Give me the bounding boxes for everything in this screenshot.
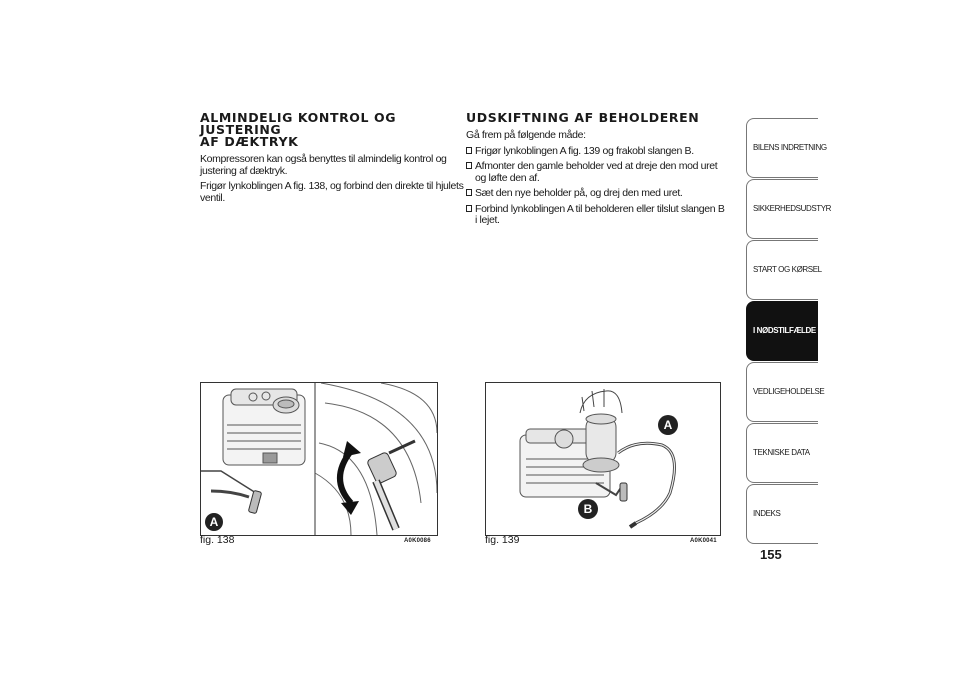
tab-tekniske-data[interactable]: TEKNISKE DATA [746, 423, 818, 483]
section-title-tire-pressure [200, 112, 482, 148]
title-line-1: ALMINDELIG KONTROL OG JUSTERING [200, 110, 397, 137]
label-b-icon: B [578, 499, 598, 519]
figure-138-caption: fig. 138 [200, 534, 235, 546]
checkbox-bullet-icon [466, 205, 472, 212]
compressor-valve-illustration [201, 383, 437, 535]
left-column [200, 112, 482, 208]
label-a-icon: A [205, 513, 223, 531]
tab-vedligeholdelse[interactable]: VEDLIGEHOLDELSE [746, 362, 818, 422]
tab-start-og-korsel[interactable]: START OG KØRSEL [746, 240, 818, 300]
section-title-replace-container: UDSKIFTNING AF BEHOLDEREN [466, 110, 700, 125]
title-line-2: AF DÆKTRYK [200, 134, 299, 149]
figure-139-code: A0K0041 [690, 538, 717, 544]
page-number: 155 [760, 547, 782, 562]
list-item: Sæt den nye beholder på, og drej den med uret. [466, 188, 728, 200]
tab-i-nodstilfaelde[interactable]: I NØDSTILFÆLDE [746, 301, 818, 361]
intro-text: Gå frem på følgende måde: [466, 129, 586, 141]
tab-indeks[interactable]: INDEKS [746, 484, 818, 544]
steps-list [466, 146, 728, 227]
figure-139 [485, 382, 721, 536]
list-item: Frigør lynkoblingen A fig. 139 og frakobl slangen B. [466, 146, 728, 158]
figure-138 [200, 382, 438, 536]
figure-138-code: A0K0086 [404, 538, 431, 544]
figure-139-caption: fig. 139 [485, 534, 520, 546]
tab-bilens-indretning[interactable]: BILENS INDRETNING [746, 118, 818, 178]
right-column [466, 112, 728, 231]
list-item: Afmonter den gamle beholder ved at dreje den mod uret og løfte den af. [466, 161, 728, 184]
paragraph-release-coupling: Frigør lynkoblingen A fig. 138, og forbind den direkte til hjulets ventil. [200, 180, 464, 204]
container-replacement-illustration [486, 383, 720, 535]
tab-sikkerhedsudstyr[interactable]: SIKKERHEDSUDSTYR [746, 179, 818, 239]
paragraph-compressor: Kompressoren kan også benyttes til almindelig kontrol og justering af dæktryk. [200, 153, 447, 177]
checkbox-bullet-icon [466, 189, 472, 196]
checkbox-bullet-icon [466, 162, 472, 169]
label-a-icon: A [658, 415, 678, 435]
checkbox-bullet-icon [466, 147, 472, 154]
list-item: Forbind lynkoblingen A til beholderen eller tilslut slangen B i lejet. [466, 204, 728, 227]
